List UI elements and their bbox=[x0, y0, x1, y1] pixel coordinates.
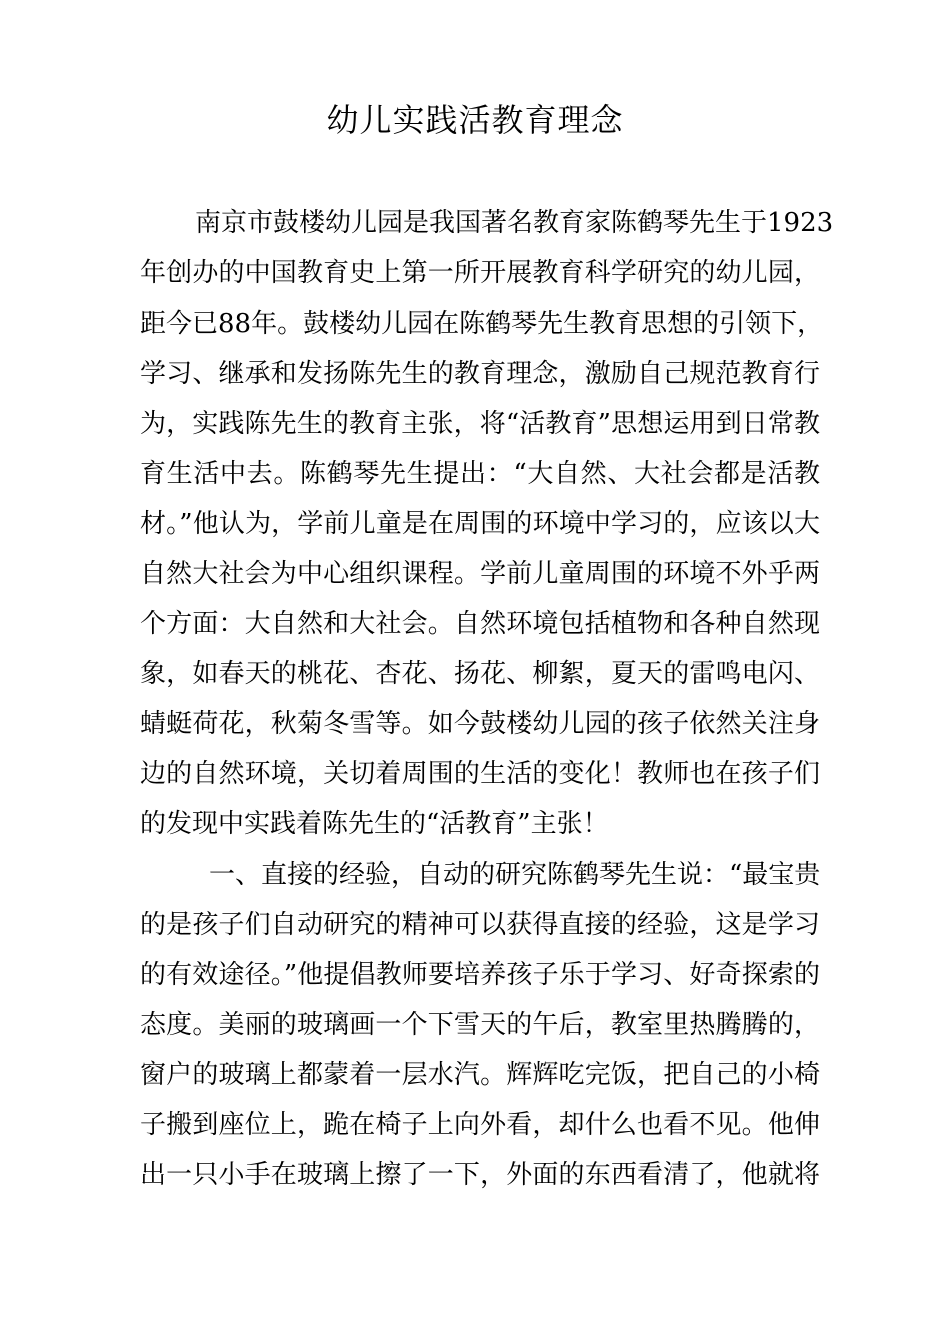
paragraph-line: 窗户的玻璃上都蒙着一层水汽。辉辉吃完饭，把自己的小椅 bbox=[140, 1060, 820, 1090]
paragraph-line: 学习、继承和发扬陈先生的教育理念，激励自己规范教育行 bbox=[140, 359, 820, 389]
paragraph-line: 个方面：大自然和大社会。自然环境包括植物和各种自然现 bbox=[140, 609, 820, 639]
paragraph-line: 一、直接的经验，自动的研究陈鹤琴先生说：“最宝贵 bbox=[209, 860, 821, 890]
paragraph-line: 距今已88年。鼓楼幼儿园在陈鹤琴先生教育思想的引领下， bbox=[140, 309, 824, 339]
paragraph-line: 出一只小手在玻璃上擦了一下，外面的东西看清了，他就将 bbox=[140, 1160, 820, 1190]
paragraph-line: 的有效途径。”他提倡教师要培养孩子乐于学习、好奇探索的 bbox=[140, 960, 820, 990]
paragraph-line: 自然大社会为中心组织课程。学前儿童周围的环境不外乎两 bbox=[140, 559, 820, 589]
paragraph-line: 蜻蜓荷花，秋菊冬雪等。如今鼓楼幼儿园的孩子依然关注身 bbox=[140, 709, 820, 739]
paragraph-line: 育生活中去。陈鹤琴先生提出：“大自然、大社会都是活教 bbox=[140, 459, 820, 489]
paragraph-line: 边的自然环境，关切着周围的生活的变化！教师也在孩子们 bbox=[140, 759, 820, 789]
paragraph-line: 的发现中实践着陈先生的“活教育”主张！ bbox=[140, 809, 609, 839]
paragraph-line: 材。”他认为，学前儿童是在周围的环境中学习的，应该以大 bbox=[140, 509, 820, 539]
paragraph-line: 的是孩子们自动研究的精神可以获得直接的经验，这是学习 bbox=[140, 910, 820, 940]
paragraph-line: 子搬到座位上，跪在椅子上向外看，却什么也看不见。他伸 bbox=[140, 1110, 820, 1140]
paragraph-line: 象，如春天的桃花、杏花、扬花、柳絮，夏天的雷鸣电闪、 bbox=[140, 659, 820, 689]
paragraph-line: 年创办的中国教育史上第一所开展教育科学研究的幼儿园， bbox=[140, 258, 820, 288]
paragraph-line: 态度。美丽的玻璃画一个下雪天的午后，教室里热腾腾的， bbox=[140, 1010, 820, 1040]
document-title: 幼儿实践活教育理念 bbox=[326, 101, 624, 139]
paragraph-line: 南京市鼓楼幼儿园是我国著名教育家陈鹤琴先生于1923 bbox=[195, 208, 834, 238]
paragraph-line: 为，实践陈先生的教育主张，将“活教育”思想运用到日常教 bbox=[140, 409, 820, 439]
